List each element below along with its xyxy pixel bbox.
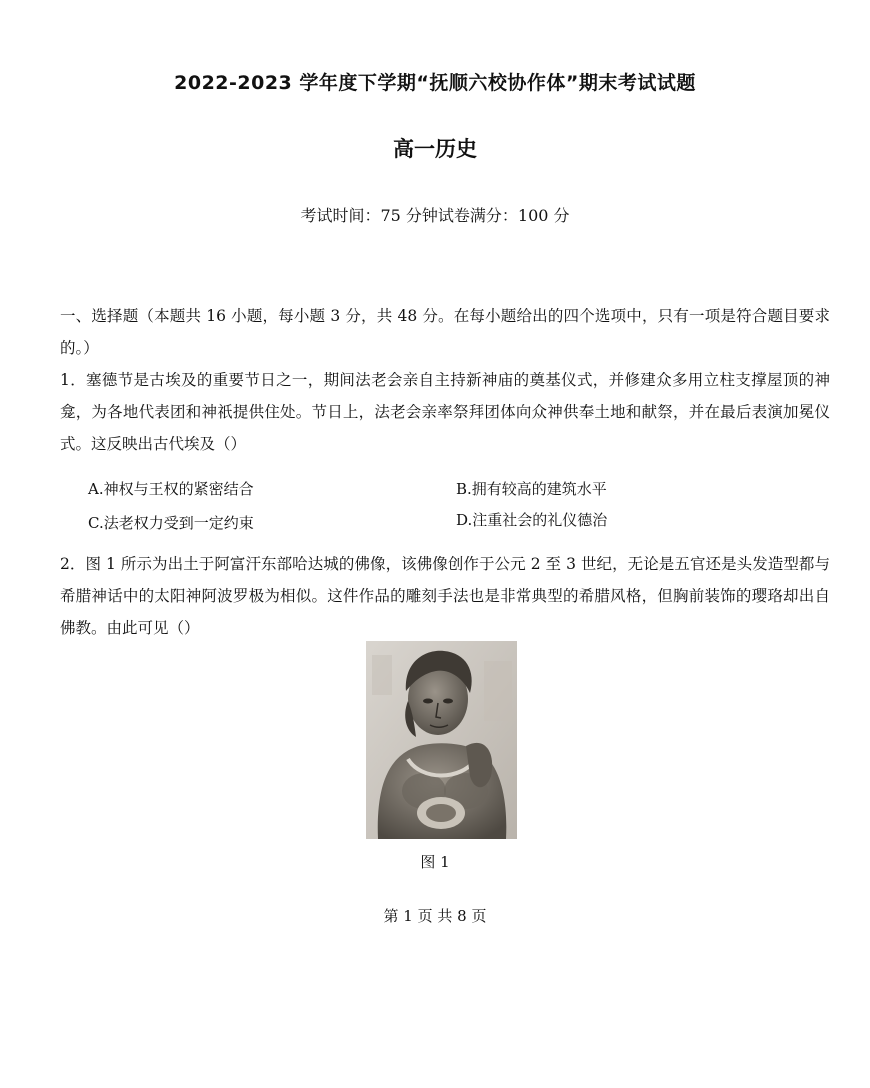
figure-caption: 图 1 [420,853,450,871]
section-intro [60,300,830,364]
exam-title: 2022-2023 学年度下学期“抚顺六校协作体”期末考试试题 [174,72,696,94]
section-intro-text: 一、选择题（本题共 16 小题，每小题 3 分，共 48 分。在每小题给出的四个选项中，只有一项是符合题目要求的。） [60,307,830,357]
question-1 [60,364,830,460]
question-2-stem: 2．图 1 所示为出土于阿富汗东部哈达城的佛像，该佛像创作于公元 2 至 3 世纪，无论是五官还是头发造型都与希腊神话中的太阳神阿波罗极为相似。这件作品的雕刻手法也是非常典型的希腊风格，但胸前装饰的璎珞却出自佛教。由此可见（） [60,555,830,637]
subject-title: 高一历史 [393,137,477,161]
question-2 [60,548,830,644]
question-1-option-a[interactable]: A.神权与王权的紧密结合 [88,480,254,498]
exam-info: 考试时间：75 分钟试卷满分：100 分 [300,206,570,225]
question-1-option-d[interactable]: D.注重社会的礼仪德治 [456,511,608,529]
question-1-option-b[interactable]: B.拥有较高的建筑水平 [456,480,607,498]
page-footer: 第 1 页 共 8 页 [383,907,487,925]
question-1-stem: 1．塞德节是古埃及的重要节日之一，期间法老会亲自主持新神庙的奠基仪式，并修建众多用立柱支撑屋顶的神龛，为各地代表团和神祇提供住处。节日上，法老会亲率祭拜团体向众神供奉土地和献祭，并在最后表演加冕仪式。这反映出古代埃及（） [60,371,830,453]
question-1-option-c[interactable]: C.法老权力受到一定约束 [88,514,254,532]
buddha-statue-image [366,641,517,839]
